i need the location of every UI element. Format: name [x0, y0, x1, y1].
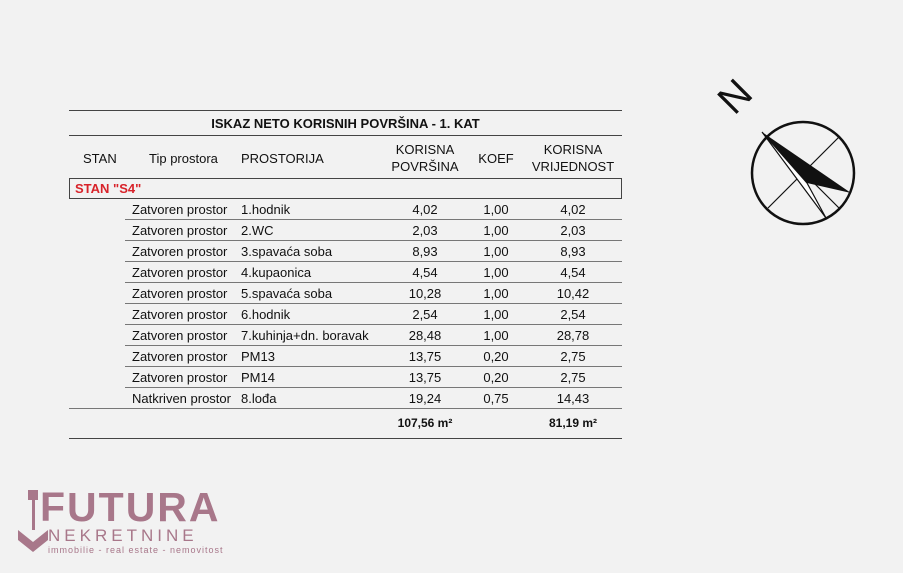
cell-prostorija: 7.kuhinja+dn. boravak	[241, 328, 369, 343]
cell-prostorija: 2.WC	[241, 223, 274, 238]
cell-vrijednost: 10,42	[556, 286, 590, 301]
cell-vrijednost: 28,78	[556, 328, 590, 343]
header-prostorija: PROSTORIJA	[241, 151, 324, 166]
cell-vrijednost: 4,02	[560, 202, 586, 217]
table-header	[69, 136, 622, 177]
cell-prostorija: 4.kupaonica	[241, 265, 312, 280]
cell-povrsina: 10,28	[408, 286, 442, 301]
cell-vrijednost: 2,03	[560, 223, 586, 238]
cell-koef: 0,20	[483, 349, 509, 364]
logo-tagline: immobilie - real estate - nemovitost	[48, 545, 224, 555]
header-vrijednost-1: KORISNA	[543, 142, 603, 157]
cell-koef: 1,00	[483, 202, 509, 217]
cell-tip: Zatvoren prostor	[132, 307, 228, 322]
cell-koef: 1,00	[483, 223, 509, 238]
cell-prostorija: 6.hodnik	[241, 307, 291, 322]
cell-prostorija: 1.hodnik	[241, 202, 291, 217]
cell-koef: 1,00	[483, 328, 509, 343]
header-stan: STAN	[83, 151, 117, 166]
cell-koef: 1,00	[483, 307, 509, 322]
cell-tip: Zatvoren prostor	[132, 223, 228, 238]
table-total-row	[69, 408, 622, 439]
cell-koef: 1,00	[483, 265, 509, 280]
cell-povrsina: 2,54	[412, 307, 438, 322]
cell-tip: Zatvoren prostor	[132, 328, 228, 343]
cell-tip: Natkriven prostor	[132, 391, 231, 406]
table-row	[69, 241, 622, 262]
cell-prostorija: 8.lođa	[241, 391, 277, 406]
logo-word: FUTURA	[40, 484, 221, 530]
cell-povrsina: 28,48	[408, 328, 442, 343]
cell-prostorija: PM13	[241, 349, 275, 364]
total-vrijednost: 81,19 m²	[548, 416, 598, 430]
table-row	[69, 304, 622, 325]
cell-povrsina: 8,93	[412, 244, 438, 259]
cell-tip: Zatvoren prostor	[132, 286, 228, 301]
table-row	[69, 283, 622, 304]
table-row	[69, 262, 622, 283]
cell-povrsina: 4,54	[412, 265, 438, 280]
table-row	[69, 325, 622, 346]
cell-povrsina: 13,75	[408, 370, 442, 385]
cell-povrsina: 2,03	[412, 223, 438, 238]
cell-tip: Zatvoren prostor	[132, 349, 228, 364]
cell-prostorija: PM14	[241, 370, 275, 385]
header-koef: KOEF	[478, 151, 514, 166]
stan-row	[69, 178, 622, 199]
cell-povrsina: 19,24	[408, 391, 442, 406]
cell-vrijednost: 14,43	[556, 391, 590, 406]
table-row	[69, 199, 622, 220]
table-row	[69, 388, 622, 409]
header-tip: Tip prostora	[149, 151, 218, 166]
cell-vrijednost: 2,75	[560, 370, 586, 385]
cell-povrsina: 4,02	[412, 202, 438, 217]
table-row	[69, 220, 622, 241]
header-korisna-1: KORISNA	[395, 142, 455, 157]
header-vrijednost-2: VRIJEDNOST	[531, 159, 615, 174]
table-title: ISKAZ NETO KORISNIH POVRŠINA - 1. KAT	[69, 110, 622, 136]
cell-povrsina: 13,75	[408, 349, 442, 364]
cell-tip: Zatvoren prostor	[132, 202, 228, 217]
north-arrow-icon	[692, 60, 867, 230]
table-row	[69, 346, 622, 367]
cell-koef: 0,20	[483, 370, 509, 385]
futura-logo	[18, 486, 238, 556]
header-korisna-2: POVRŠINA	[391, 159, 459, 174]
cell-koef: 0,75	[483, 391, 509, 406]
cell-vrijednost: 2,75	[560, 349, 586, 364]
cell-prostorija: 3.spavaća soba	[241, 244, 333, 259]
cell-vrijednost: 2,54	[560, 307, 586, 322]
stan-label: STAN "S4"	[75, 181, 142, 196]
cell-tip: Zatvoren prostor	[132, 244, 228, 259]
north-label: N	[709, 71, 761, 123]
cell-koef: 1,00	[483, 286, 509, 301]
cell-vrijednost: 4,54	[560, 265, 586, 280]
cell-tip: Zatvoren prostor	[132, 265, 228, 280]
table-row	[69, 367, 622, 388]
total-povrsina: 107,56 m²	[397, 416, 453, 430]
logo-sub: NEKRETNINE	[48, 526, 198, 545]
cell-koef: 1,00	[483, 244, 509, 259]
cell-vrijednost: 8,93	[560, 244, 586, 259]
cell-tip: Zatvoren prostor	[132, 370, 228, 385]
cell-prostorija: 5.spavaća soba	[241, 286, 333, 301]
